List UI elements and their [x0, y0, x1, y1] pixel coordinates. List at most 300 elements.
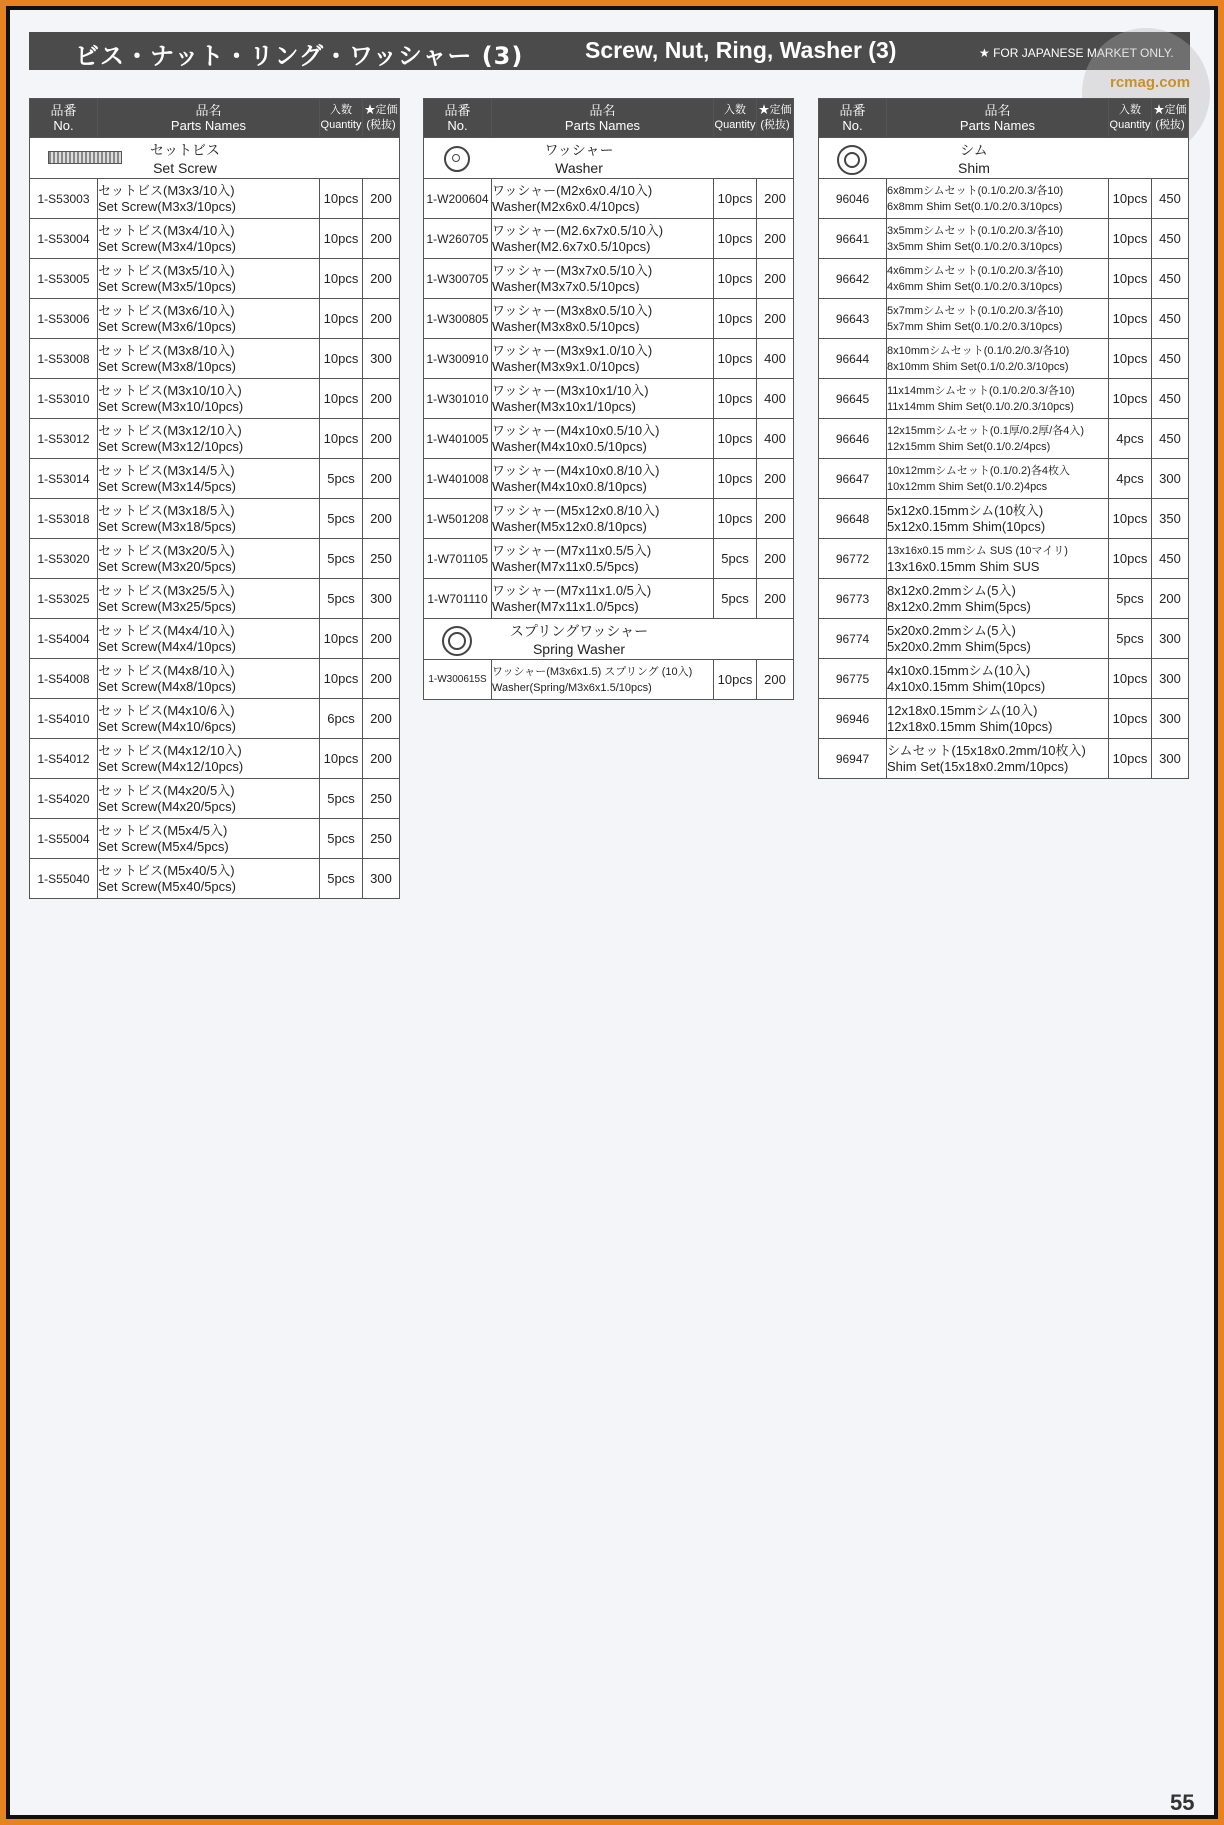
part-name-english: Washer(M4x10x0.8/10pcs) — [492, 478, 647, 494]
part-number: 96644 — [819, 339, 887, 379]
part-number: 1-S54012 — [30, 739, 98, 779]
part-number: 1-S53018 — [30, 499, 98, 539]
part-price: 300 — [1152, 659, 1189, 699]
part-name — [887, 219, 1109, 259]
category-name-japanese: セットビス — [150, 142, 220, 158]
part-number: 96641 — [819, 219, 887, 259]
part-name-english: Set Screw(M3x4/10pcs) — [98, 238, 236, 254]
part-name-english: Washer(M5x12x0.8/10pcs) — [492, 518, 647, 534]
part-price: 200 — [757, 459, 794, 499]
part-name-english: Set Screw(M3x18/5pcs) — [98, 518, 236, 534]
part-name-english: 8x10mm Shim Set(0.1/0.2/0.3/10pcs) — [887, 360, 1069, 373]
part-number: 96046 — [819, 179, 887, 219]
part-row — [30, 699, 400, 739]
washer-hole-icon — [452, 154, 460, 162]
part-name-english: Washer(M3x9x1.0/10pcs) — [492, 358, 640, 374]
part-price: 200 — [757, 660, 794, 700]
part-row — [819, 379, 1189, 419]
category-label — [110, 141, 260, 177]
part-name-japanese: ワッシャー(M3x10x1/10入) — [492, 382, 649, 398]
part-quantity: 4pcs — [1109, 459, 1152, 499]
part-name — [98, 179, 320, 219]
part-name-english: Set Screw(M4x4/10pcs) — [98, 638, 236, 654]
column-header-quantity-japanese: 入数 — [1119, 104, 1141, 116]
part-price: 300 — [363, 339, 400, 379]
part-name-english: 8x12x0.2mm Shim(5pcs) — [887, 598, 1031, 614]
part-quantity: 5pcs — [320, 859, 363, 899]
part-price: 250 — [363, 779, 400, 819]
washer-icon — [444, 146, 470, 172]
part-name — [887, 739, 1109, 779]
part-row — [424, 419, 794, 459]
part-number: 1-S53020 — [30, 539, 98, 579]
part-row — [424, 660, 794, 700]
catalog-page — [10, 10, 1214, 1815]
part-quantity: 10pcs — [1109, 179, 1152, 219]
part-name — [887, 659, 1109, 699]
part-quantity: 10pcs — [1109, 539, 1152, 579]
part-number: 1-S54008 — [30, 659, 98, 699]
part-name — [492, 379, 714, 419]
part-row — [819, 739, 1189, 779]
part-number: 1-W501208 — [424, 499, 492, 539]
part-row — [424, 499, 794, 539]
part-number: 96646 — [819, 419, 887, 459]
part-name-japanese: セットビス(M3x4/10入) — [98, 222, 235, 238]
part-price: 200 — [363, 379, 400, 419]
part-quantity: 4pcs — [1109, 419, 1152, 459]
part-name — [98, 379, 320, 419]
part-name — [887, 459, 1109, 499]
part-number: 1-W260705 — [424, 219, 492, 259]
column-header-price — [1152, 99, 1189, 138]
column-header-parts-name-english: Parts Names — [170, 118, 247, 133]
part-row — [819, 179, 1189, 219]
part-quantity: 10pcs — [714, 339, 757, 379]
part-quantity: 6pcs — [320, 699, 363, 739]
parts-table-washer — [423, 98, 794, 700]
part-name-japanese: セットビス(M4x12/10入) — [98, 742, 242, 758]
part-name — [98, 699, 320, 739]
page-number: 55 — [1170, 1790, 1195, 1815]
part-name-english: Set Screw(M3x25/5pcs) — [98, 598, 236, 614]
column-header-price-english: (税抜) — [1155, 119, 1185, 131]
part-quantity: 10pcs — [320, 299, 363, 339]
column-header-quantity — [1109, 99, 1152, 138]
part-row — [30, 819, 400, 859]
part-price: 450 — [1152, 299, 1189, 339]
part-name — [492, 660, 714, 700]
part-name-english: Set Screw(M3x14/5pcs) — [98, 478, 236, 494]
part-name-japanese: セットビス(M3x5/10入) — [98, 262, 235, 278]
part-row — [819, 499, 1189, 539]
column-header-quantity-japanese: 入数 — [330, 104, 352, 116]
part-price: 200 — [1152, 579, 1189, 619]
part-price: 400 — [757, 339, 794, 379]
part-row — [819, 419, 1189, 459]
part-name-english: Washer(M3x7x0.5/10pcs) — [492, 278, 640, 294]
part-quantity: 10pcs — [1109, 299, 1152, 339]
part-quantity: 5pcs — [320, 579, 363, 619]
part-row — [424, 579, 794, 619]
part-name-japanese: ワッシャー(M7x11x1.0/5入) — [492, 582, 652, 598]
part-name — [98, 339, 320, 379]
part-quantity: 10pcs — [1109, 659, 1152, 699]
part-price: 300 — [1152, 459, 1189, 499]
column-header-price-english: (税抜) — [366, 119, 396, 131]
part-row — [819, 699, 1189, 739]
part-name — [98, 739, 320, 779]
part-name — [887, 259, 1109, 299]
part-price: 450 — [1152, 379, 1189, 419]
part-quantity: 10pcs — [1109, 339, 1152, 379]
part-price: 400 — [757, 419, 794, 459]
part-quantity: 10pcs — [1109, 699, 1152, 739]
part-name-english: Set Screw(M3x8/10pcs) — [98, 358, 236, 374]
part-name — [98, 779, 320, 819]
column-header-price-japanese: ★定価 — [364, 104, 398, 116]
column-header-parts-name-english: Parts Names — [959, 118, 1036, 133]
part-name-english: Set Screw(M5x4/5pcs) — [98, 838, 229, 854]
part-name-japanese: ワッシャー(M3x6x1.5) スプリング (10入) — [492, 665, 693, 678]
spring-washer-icon — [442, 626, 472, 656]
column-header-number-english: No. — [842, 118, 863, 133]
part-quantity: 10pcs — [714, 660, 757, 700]
part-number: 1-S53014 — [30, 459, 98, 499]
part-row — [30, 179, 400, 219]
part-name-english: 5x12x0.15mm Shim(10pcs) — [887, 518, 1046, 534]
column-header-number-japanese: 品番 — [50, 103, 77, 118]
part-price: 250 — [363, 819, 400, 859]
part-quantity: 5pcs — [1109, 619, 1152, 659]
part-name-english: Washer(M4x10x0.5/10pcs) — [492, 438, 647, 454]
part-quantity: 10pcs — [714, 419, 757, 459]
category-cell — [424, 619, 794, 660]
part-quantity: 10pcs — [1109, 499, 1152, 539]
part-name-japanese: 5x12x0.15mmシム(10枚入) — [887, 502, 1044, 518]
column-header-price-japanese: ★定価 — [758, 104, 792, 116]
part-row — [30, 659, 400, 699]
part-name-japanese: ワッシャー(M3x8x0.5/10入) — [492, 302, 653, 318]
part-number: 1-S53010 — [30, 379, 98, 419]
column-header-price-japanese: ★定価 — [1153, 104, 1187, 116]
part-number: 96946 — [819, 699, 887, 739]
part-quantity: 5pcs — [320, 819, 363, 859]
part-quantity: 10pcs — [320, 659, 363, 699]
part-name-japanese: セットビス(M5x4/5入) — [98, 822, 228, 838]
part-name-japanese: 5x20x0.2mmシム(5入) — [887, 622, 1016, 638]
part-name-japanese: 5x7mmシムセット(0.1/0.2/0.3/各10) — [887, 304, 1064, 317]
part-name — [98, 219, 320, 259]
part-row — [424, 179, 794, 219]
part-number: 1-W301010 — [424, 379, 492, 419]
part-number: 1-W300615S — [424, 660, 492, 700]
part-name — [492, 339, 714, 379]
part-name-japanese: 8x10mmシムセット(0.1/0.2/0.3/各10) — [887, 344, 1070, 357]
part-name-english: Set Screw(M3x20/5pcs) — [98, 558, 236, 574]
column-header-price — [757, 99, 794, 138]
part-name — [98, 619, 320, 659]
part-number: 1-S54020 — [30, 779, 98, 819]
part-name — [98, 259, 320, 299]
column-header-number-japanese: 品番 — [839, 103, 866, 118]
part-name-english: 13x16x0.15mm Shim SUS — [887, 558, 1040, 574]
part-quantity: 10pcs — [1109, 259, 1152, 299]
category-name-japanese: シム — [960, 142, 988, 158]
part-name-english: Washer(M2.6x7x0.5/10pcs) — [492, 238, 651, 254]
part-row — [424, 299, 794, 339]
part-name — [98, 419, 320, 459]
part-row — [424, 219, 794, 259]
part-price: 200 — [757, 299, 794, 339]
page-title-japanese: ビス・ナット・リング・ワッシャー (3) — [75, 42, 524, 70]
part-name-japanese: ワッシャー(M4x10x0.8/10入) — [492, 462, 660, 478]
part-row — [819, 459, 1189, 499]
part-row — [30, 739, 400, 779]
column-header-number-english: No. — [447, 118, 468, 133]
part-row — [819, 339, 1189, 379]
part-price: 200 — [363, 699, 400, 739]
part-quantity: 10pcs — [714, 179, 757, 219]
part-row — [30, 579, 400, 619]
part-quantity: 10pcs — [714, 299, 757, 339]
part-name-english: Set Screw(M3x6/10pcs) — [98, 318, 236, 334]
part-name-english: Set Screw(M4x20/5pcs) — [98, 798, 236, 814]
part-name — [98, 539, 320, 579]
part-name — [887, 339, 1109, 379]
part-name-english: Washer(M7x11x0.5/5pcs) — [492, 558, 639, 574]
part-name-english: Set Screw(M4x12/10pcs) — [98, 758, 244, 774]
part-number: 96643 — [819, 299, 887, 339]
column-header-price — [363, 99, 400, 138]
part-name-english: Set Screw(M3x3/10pcs) — [98, 198, 236, 214]
part-quantity: 10pcs — [320, 339, 363, 379]
part-name-japanese: セットビス(M5x40/5入) — [98, 862, 235, 878]
part-name — [887, 579, 1109, 619]
part-price: 200 — [363, 659, 400, 699]
part-name — [887, 419, 1109, 459]
part-name-japanese: 6x8mmシムセット(0.1/0.2/0.3/各10) — [887, 184, 1064, 197]
part-quantity: 10pcs — [714, 219, 757, 259]
part-price: 200 — [363, 299, 400, 339]
table-header-row — [424, 99, 794, 138]
category-name-english: Set Screw — [153, 160, 217, 176]
category-name-japanese: ワッシャー — [544, 142, 614, 158]
part-name-english: Set Screw(M4x10/6pcs) — [98, 718, 236, 734]
part-name-japanese: 12x18x0.15mmシム(10入) — [887, 702, 1038, 718]
part-row — [30, 419, 400, 459]
part-quantity: 10pcs — [320, 379, 363, 419]
part-name-japanese: 12x15mmシムセット(0.1厚/0.2厚/各4入) — [887, 424, 1084, 437]
part-name — [492, 259, 714, 299]
part-number: 1-W300805 — [424, 299, 492, 339]
part-name — [492, 299, 714, 339]
part-number: 1-S53003 — [30, 179, 98, 219]
part-row — [819, 579, 1189, 619]
part-name-english: 5x20x0.2mm Shim(5pcs) — [887, 638, 1031, 654]
part-quantity: 5pcs — [320, 499, 363, 539]
part-name-japanese: 8x12x0.2mmシム(5入) — [887, 582, 1016, 598]
part-name-japanese: セットビス(M4x20/5入) — [98, 782, 235, 798]
part-quantity: 10pcs — [320, 739, 363, 779]
part-row — [30, 499, 400, 539]
part-price: 200 — [363, 419, 400, 459]
part-name-japanese: ワッシャー(M7x11x0.5/5入) — [492, 542, 652, 558]
table-header-row — [819, 99, 1189, 138]
part-name-japanese: ワッシャー(M2x6x0.4/10入) — [492, 182, 653, 198]
part-number: 1-W701110 — [424, 579, 492, 619]
part-number: 96647 — [819, 459, 887, 499]
table-header-row — [30, 99, 400, 138]
shim-hole-icon — [844, 152, 860, 168]
part-name-japanese: ワッシャー(M5x12x0.8/10入) — [492, 502, 660, 518]
part-name — [98, 659, 320, 699]
part-price: 450 — [1152, 539, 1189, 579]
part-name-english: Shim Set(15x18x0.2mm/10pcs) — [887, 758, 1069, 774]
category-label — [504, 141, 654, 177]
part-number: 1-W300910 — [424, 339, 492, 379]
part-name-japanese: セットビス(M3x12/10入) — [98, 422, 242, 438]
part-price: 200 — [363, 179, 400, 219]
page-title-english: Screw, Nut, Ring, Washer (3) — [585, 37, 897, 63]
category-name-english: Spring Washer — [532, 641, 626, 657]
part-number: 1-S54010 — [30, 699, 98, 739]
part-name-japanese: セットビス(M3x25/5入) — [98, 582, 235, 598]
part-price: 200 — [363, 259, 400, 299]
column-header-parts-name-japanese: 品名 — [195, 103, 222, 118]
part-number: 96947 — [819, 739, 887, 779]
part-name — [887, 499, 1109, 539]
part-row — [819, 659, 1189, 699]
part-quantity: 5pcs — [1109, 579, 1152, 619]
part-name-japanese: ワッシャー(M3x9x1.0/10入) — [492, 342, 653, 358]
part-number: 1-S53005 — [30, 259, 98, 299]
part-name-english: Set Screw(M3x10/10pcs) — [98, 398, 244, 414]
part-name — [98, 819, 320, 859]
part-name-japanese: セットビス(M3x6/10入) — [98, 302, 235, 318]
part-price: 200 — [757, 259, 794, 299]
part-name — [887, 619, 1109, 659]
title-bar — [29, 32, 1190, 70]
part-price: 200 — [363, 459, 400, 499]
part-price: 200 — [757, 539, 794, 579]
part-name — [887, 379, 1109, 419]
category-row — [424, 138, 794, 179]
part-quantity: 5pcs — [320, 459, 363, 499]
part-name — [98, 459, 320, 499]
part-name-japanese: セットビス(M3x8/10入) — [98, 342, 235, 358]
part-price: 450 — [1152, 219, 1189, 259]
part-name-japanese: セットビス(M4x10/6入) — [98, 702, 235, 718]
category-cell — [30, 138, 400, 179]
part-number: 96645 — [819, 379, 887, 419]
spring-washer-hole-icon — [448, 632, 466, 650]
part-name — [887, 299, 1109, 339]
part-name-english: 12x18x0.15mm Shim(10pcs) — [887, 718, 1053, 734]
part-name-english: 5x7mm Shim Set(0.1/0.2/0.3/10pcs) — [887, 320, 1063, 333]
part-row — [819, 259, 1189, 299]
column-header-parts-name — [492, 99, 714, 138]
part-number: 96775 — [819, 659, 887, 699]
category-cell — [424, 138, 794, 179]
part-quantity: 10pcs — [1109, 379, 1152, 419]
part-name-english: Set Screw(M3x5/10pcs) — [98, 278, 236, 294]
part-row — [424, 459, 794, 499]
part-name — [887, 179, 1109, 219]
column-header-quantity — [320, 99, 363, 138]
part-name — [98, 859, 320, 899]
part-price: 450 — [1152, 259, 1189, 299]
column-header-price-english: (税抜) — [760, 119, 790, 131]
category-label — [504, 622, 654, 658]
part-name — [98, 299, 320, 339]
part-row — [30, 259, 400, 299]
part-price: 450 — [1152, 179, 1189, 219]
part-quantity: 10pcs — [320, 219, 363, 259]
part-row — [30, 779, 400, 819]
part-name-japanese: 11x14mmシムセット(0.1/0.2/0.3/各10) — [887, 384, 1075, 397]
part-number: 1-S55040 — [30, 859, 98, 899]
part-name — [492, 219, 714, 259]
market-note: ★ FOR JAPANESE MARKET ONLY. — [979, 46, 1174, 60]
part-quantity: 5pcs — [320, 779, 363, 819]
part-quantity: 5pcs — [320, 539, 363, 579]
part-row — [30, 859, 400, 899]
part-row — [30, 619, 400, 659]
part-price: 250 — [363, 539, 400, 579]
part-number: 1-W401005 — [424, 419, 492, 459]
part-name-english: 4x6mm Shim Set(0.1/0.2/0.3/10pcs) — [887, 280, 1063, 293]
part-name-japanese: セットビス(M3x18/5入) — [98, 502, 235, 518]
part-number: 1-W300705 — [424, 259, 492, 299]
part-number: 1-S53008 — [30, 339, 98, 379]
part-name-japanese: セットビス(M3x10/10入) — [98, 382, 242, 398]
part-name-english: Set Screw(M3x12/10pcs) — [98, 438, 244, 454]
watermark-text: rcmag.com — [1110, 74, 1191, 91]
part-number: 1-S54004 — [30, 619, 98, 659]
part-price: 300 — [1152, 699, 1189, 739]
part-name-japanese: 13x16x0.15 mmシム SUS (10マイリ) — [887, 544, 1068, 557]
part-name-english: 11x14mm Shim Set(0.1/0.2/0.3/10pcs) — [887, 400, 1074, 413]
part-name — [887, 539, 1109, 579]
part-row — [424, 539, 794, 579]
part-name — [492, 539, 714, 579]
part-quantity: 10pcs — [320, 619, 363, 659]
part-name-english: Washer(M3x10x1/10pcs) — [492, 398, 637, 414]
part-name — [887, 699, 1109, 739]
column-header-parts-name-japanese: 品名 — [984, 103, 1011, 118]
parts-table-shim — [818, 98, 1189, 779]
part-price: 300 — [363, 859, 400, 899]
part-row — [30, 299, 400, 339]
part-row — [819, 539, 1189, 579]
part-number: 96773 — [819, 579, 887, 619]
part-name — [98, 579, 320, 619]
part-price: 400 — [757, 379, 794, 419]
column-header-parts-name-english: Parts Names — [564, 118, 641, 133]
category-row — [30, 138, 400, 179]
column-header-number — [424, 99, 492, 138]
part-name-english: 3x5mm Shim Set(0.1/0.2/0.3/10pcs) — [887, 240, 1063, 253]
part-price: 200 — [363, 619, 400, 659]
part-number: 1-W200604 — [424, 179, 492, 219]
part-number: 1-S53004 — [30, 219, 98, 259]
part-price: 200 — [757, 579, 794, 619]
part-price: 300 — [1152, 739, 1189, 779]
part-quantity: 10pcs — [714, 259, 757, 299]
column-header-parts-name — [98, 99, 320, 138]
part-row — [30, 459, 400, 499]
